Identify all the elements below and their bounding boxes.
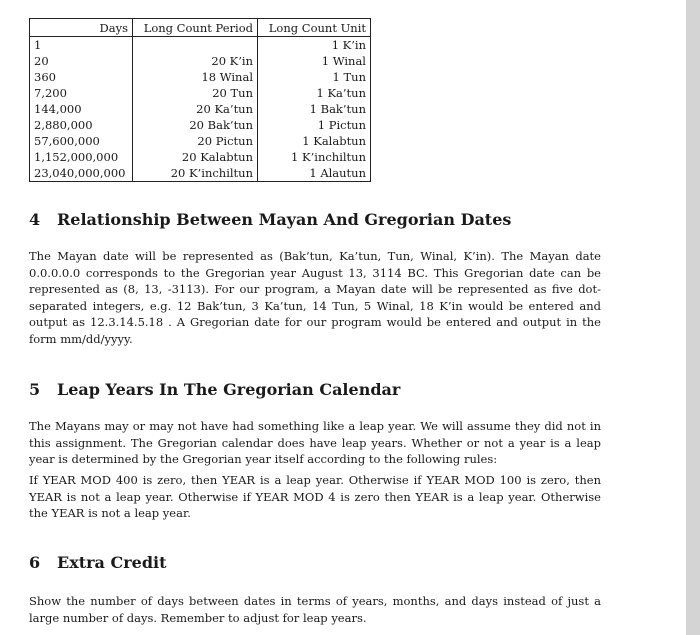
- section-heading-5: [29, 380, 400, 399]
- table-cell-days: 2,880,000: [30, 117, 133, 133]
- table-cell-days: 7,200: [30, 85, 133, 101]
- table-cell-unit: 1 Alautun: [258, 165, 371, 182]
- table-row: [30, 101, 371, 117]
- table-header-days: Days: [30, 19, 133, 37]
- section-5-paragraph-1: The Mayans may or may not have had something like a leap year. We will assume they did not in this assignment. The Gregorian calendar does have leap years. Whether or not a year is a leap year is determined by the Gregorian year itself according to the following rules:: [29, 419, 601, 467]
- table-row: [30, 69, 371, 85]
- section-title: Leap Years In The Gregorian Calendar: [57, 380, 401, 399]
- table-cell-days: 144,000: [30, 101, 133, 117]
- table-cell-days: 23,040,000,000: [30, 165, 133, 182]
- table-cell-unit: 1 Pictun: [258, 117, 371, 133]
- table-header-unit: Long Count Unit: [258, 19, 371, 37]
- section-heading-6: [29, 553, 167, 572]
- table-cell-period: 20 Pictun: [133, 133, 258, 149]
- section-title: Extra Credit: [57, 553, 167, 572]
- table-header-row: [30, 19, 371, 37]
- table-cell-unit: 1 K’inchiltun: [258, 149, 371, 165]
- table-row: [30, 133, 371, 149]
- table-row: [30, 37, 371, 54]
- table-cell-unit: 1 Tun: [258, 69, 371, 85]
- table-row: [30, 165, 371, 182]
- table-cell-period: 20 K’inchiltun: [133, 165, 258, 182]
- table-cell-period: 18 Winal: [133, 69, 258, 85]
- table-cell-days: 20: [30, 53, 133, 69]
- table-row: [30, 117, 371, 133]
- table-cell-period: 20 Kalabtun: [133, 149, 258, 165]
- section-5-paragraph-2: If YEAR MOD 400 is zero, then YEAR is a leap year. Otherwise if YEAR MOD 100 is zero, then YEAR is not a leap year. Otherwise if YEAR MOD 4 is zero then YEAR is a leap year. Otherwise the YEAR is not a leap year.: [29, 473, 601, 521]
- table-cell-days: 57,600,000: [30, 133, 133, 149]
- table-cell-period: 20 Ka’tun: [133, 101, 258, 117]
- table-cell-days: 360: [30, 69, 133, 85]
- table-cell-unit: 1 K’in: [258, 37, 371, 54]
- section-4-paragraph: The Mayan date will be represented as (Bak’tun, Ka’tun, Tun, Winal, K’in). The Mayan date 0.0.0.0.0 corresponds to the Gregorian year August 13, 3114 BC. This Gregorian date can be represented as (8, 13, -3113). For our program, a Mayan date will be represented as five dot-separated integers, e.g. 12 Bak’tun, 3 Ka’tun, 14 Tun, 5 Winal, 18 K’in would be entered and output as 12.3.14.5.18 . A Gregorian date for our program would be entered and output in the form mm/dd/yyyy.: [29, 249, 601, 346]
- table-cell-days: 1: [30, 37, 133, 54]
- table-cell-period: 20 Bak’tun: [133, 117, 258, 133]
- table-cell-unit: 1 Ka’tun: [258, 85, 371, 101]
- table-row: [30, 149, 371, 165]
- section-heading-4: [29, 210, 511, 229]
- section-number: 6: [29, 553, 41, 572]
- table-cell-days: 1,152,000,000: [30, 149, 133, 165]
- table-row: [30, 85, 371, 101]
- table-cell-unit: 1 Winal: [258, 53, 371, 69]
- long-count-table: [29, 18, 371, 182]
- table-cell-period: 20 Tun: [133, 85, 258, 101]
- table-cell-unit: 1 Bak’tun: [258, 101, 371, 117]
- table-header-period: Long Count Period: [133, 19, 258, 37]
- table-cell-unit: 1 Kalabtun: [258, 133, 371, 149]
- table-cell-period: 20 K’in: [133, 53, 258, 69]
- section-title: Relationship Between Mayan And Gregorian Dates: [57, 210, 512, 229]
- scrollbar[interactable]: [686, 0, 700, 635]
- section-number: 4: [29, 210, 41, 229]
- section-6-paragraph: Show the number of days between dates in terms of years, months, and days instead of just a large number of days. Remember to adjust for leap years.: [29, 594, 601, 625]
- section-number: 5: [29, 380, 41, 399]
- table-cell-period: [133, 37, 258, 54]
- table-row: [30, 53, 371, 69]
